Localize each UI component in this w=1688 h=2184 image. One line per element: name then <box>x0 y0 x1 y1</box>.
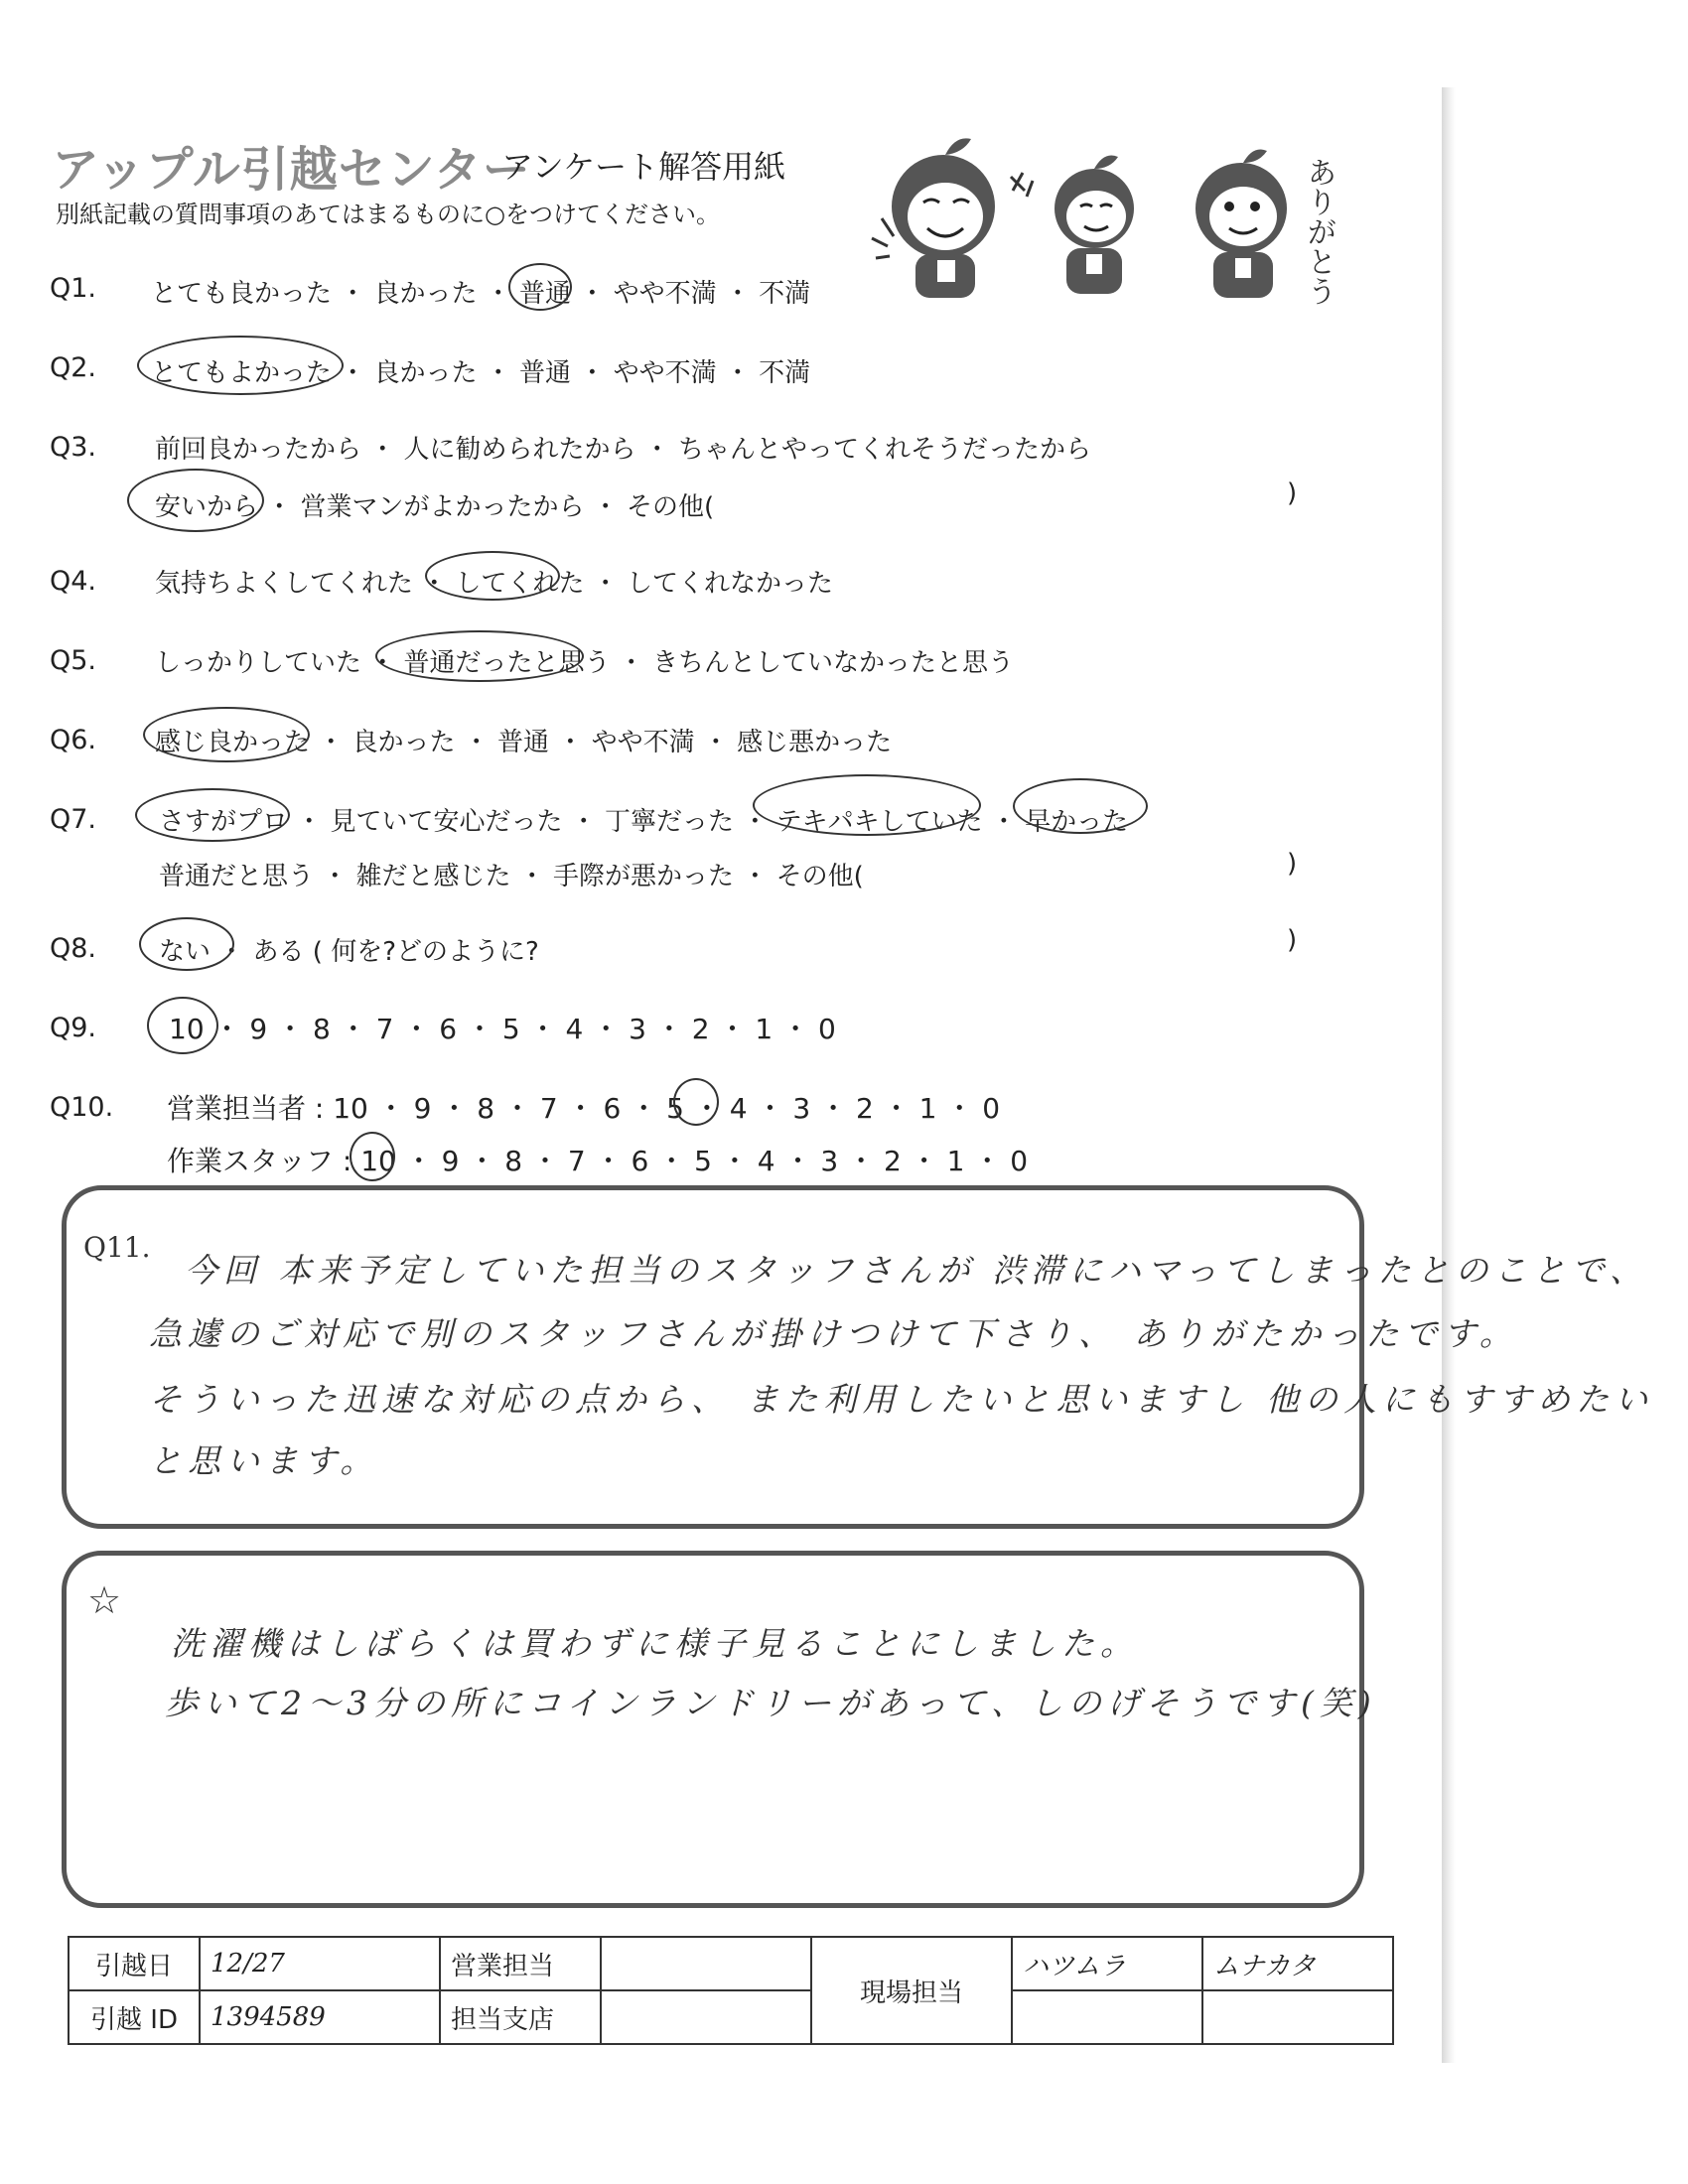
q7-close-paren: ) <box>1287 849 1298 879</box>
q7-answer-circle-3 <box>1013 778 1148 834</box>
company-title: アップル引越センター <box>52 142 531 198</box>
sales-rep-label: 営業担当 <box>440 1937 601 1990</box>
q2-label: Q2. <box>50 352 97 383</box>
q5-options: しっかりしていた ・ 普通だったと思う ・ きちんとしていなかったと思う <box>155 648 1015 678</box>
q7-answer-circle-2 <box>753 774 981 836</box>
q5-answer-circle <box>375 630 584 682</box>
q8-close-paren: ) <box>1287 925 1298 955</box>
q3-answer-circle <box>127 469 264 532</box>
branch-label: 担当支店 <box>440 1990 601 2044</box>
q4-label: Q4. <box>50 566 97 597</box>
q11-label: Q11. <box>83 1231 151 1264</box>
free-comment-line-2: 歩いて2〜3分の所にコインランドリーがあって、しのげそうです(笑) <box>165 1684 1377 1722</box>
field-staff-empty-2 <box>1202 1990 1393 2044</box>
free-comment-box <box>62 1551 1364 1908</box>
q6-answer-circle <box>143 707 310 762</box>
q4-options: 気持ちよくしてくれた ・ してくれた ・ してくれなかった <box>155 569 834 599</box>
mascot-thanks-text: ありがとう <box>1301 157 1336 306</box>
q9-label: Q9. <box>50 1013 97 1043</box>
q3-label: Q3. <box>50 432 97 463</box>
q1-answer-circle <box>508 263 572 311</box>
q10-label: Q10. <box>50 1092 114 1123</box>
q11-line-3: そういった迅速な対応の点から、 また利用したいと思いますし 他の人にもすすめたい <box>149 1380 1654 1419</box>
q10-sales-answer-circle <box>673 1078 719 1126</box>
monkey-mascots-illustration <box>854 137 1370 306</box>
form-subtitle: アンケート解答用紙 <box>501 148 786 186</box>
q6-label: Q6. <box>50 725 97 755</box>
q11-line-1: 今回 本来予定していた担当のスタッフさんが 渋滞にハマってしまったとのことで、 <box>185 1251 1648 1290</box>
q3-options-line1: 前回良かったから ・ 人に勧められたから ・ ちゃんとやってくれそうだったから <box>155 435 1092 465</box>
q10-staff-answer-circle <box>350 1132 395 1181</box>
move-date-value: 12/27 <box>200 1937 440 1990</box>
q3-close-paren: ) <box>1287 478 1298 508</box>
q7-options-line2: 普通だと思う ・ 雑だと感じた ・ 手際が悪かった ・ その他( <box>159 862 864 891</box>
q3-options-line2: 安いから ・ 営業マンがよかったから ・ その他( <box>155 492 715 522</box>
q10-sales-scale: 営業担当者 : 10 ・ 9 ・ 8 ・ 7 ・ 6 ・ 5 ・ 4 ・ 3 ・ 2 ・ 1 ・ 0 <box>167 1092 1001 1125</box>
monkey-2-icon <box>1011 156 1134 295</box>
q8-answer-circle <box>139 917 234 971</box>
q5-label: Q5. <box>50 645 97 676</box>
q11-line-2: 急遽のご対応で別のスタッフさんが掛けつけて下さり、 ありがたかったです。 <box>149 1314 1518 1353</box>
field-staff-label: 現場担当 <box>811 1937 1012 2044</box>
branch-value <box>601 1990 811 2044</box>
field-staff-1: ハツムラ <box>1012 1937 1202 1990</box>
star-icon: ☆ <box>87 1578 122 1622</box>
instruction-text: 別紙記載の質問事項のあてはまるものに○をつけてください。 <box>56 201 720 228</box>
monkey-3-icon <box>1196 150 1287 299</box>
move-id-value: 1394589 <box>200 1990 440 2044</box>
q7-answer-circle-1 <box>135 788 290 842</box>
q6-options: 感じ良かった ・ 良かった ・ 普通 ・ やや不満 ・ 感じ悪かった <box>155 728 893 757</box>
monkey-1-icon <box>872 138 995 298</box>
q2-options: とてもよかった ・ 良かった ・ 普通 ・ やや不満 ・ 不満 <box>151 358 811 388</box>
free-comment-line-1: 洗濯機はしばらくは買わずに様子見ることにしました。 <box>171 1624 1139 1663</box>
q9-answer-circle <box>147 997 218 1054</box>
q2-answer-circle <box>137 336 344 395</box>
sales-rep-value <box>601 1937 811 1990</box>
q11-line-4: と思います。 <box>149 1441 379 1480</box>
move-id-label: 引越 ID <box>69 1990 200 2044</box>
q7-label: Q7. <box>50 804 97 835</box>
field-staff-empty-1 <box>1012 1990 1202 2044</box>
q8-options: ない ・ ある ( 何を?どのように? <box>159 937 539 967</box>
q10-staff-scale: 作業スタッフ : 10 ・ 9 ・ 8 ・ 7 ・ 6 ・ 5 ・ 4 ・ 3 ・ 2 ・ 1 ・ 0 <box>167 1145 1029 1177</box>
q1-label: Q1. <box>50 273 97 304</box>
move-date-label: 引越日 <box>69 1937 200 1990</box>
paper-edge-shadow <box>1442 87 1456 2063</box>
footer-info-table <box>68 1936 1394 2045</box>
q8-label: Q8. <box>50 933 97 964</box>
q1-options: とても良かった ・ 良かった ・ 普通 ・ やや不満 ・ 不満 <box>151 279 811 309</box>
q9-scale: 10 ・ 9 ・ 8 ・ 7 ・ 6 ・ 5 ・ 4 ・ 3 ・ 2 ・ 1 ・ 0 <box>169 1013 836 1045</box>
q7-options-line1: さすがプロ ・ 見ていて安心だった ・ 丁寧だった ・ テキパキしていた ・ 早かった <box>159 807 1129 837</box>
q4-answer-circle <box>425 551 560 601</box>
field-staff-2: ムナカタ <box>1202 1937 1393 1990</box>
